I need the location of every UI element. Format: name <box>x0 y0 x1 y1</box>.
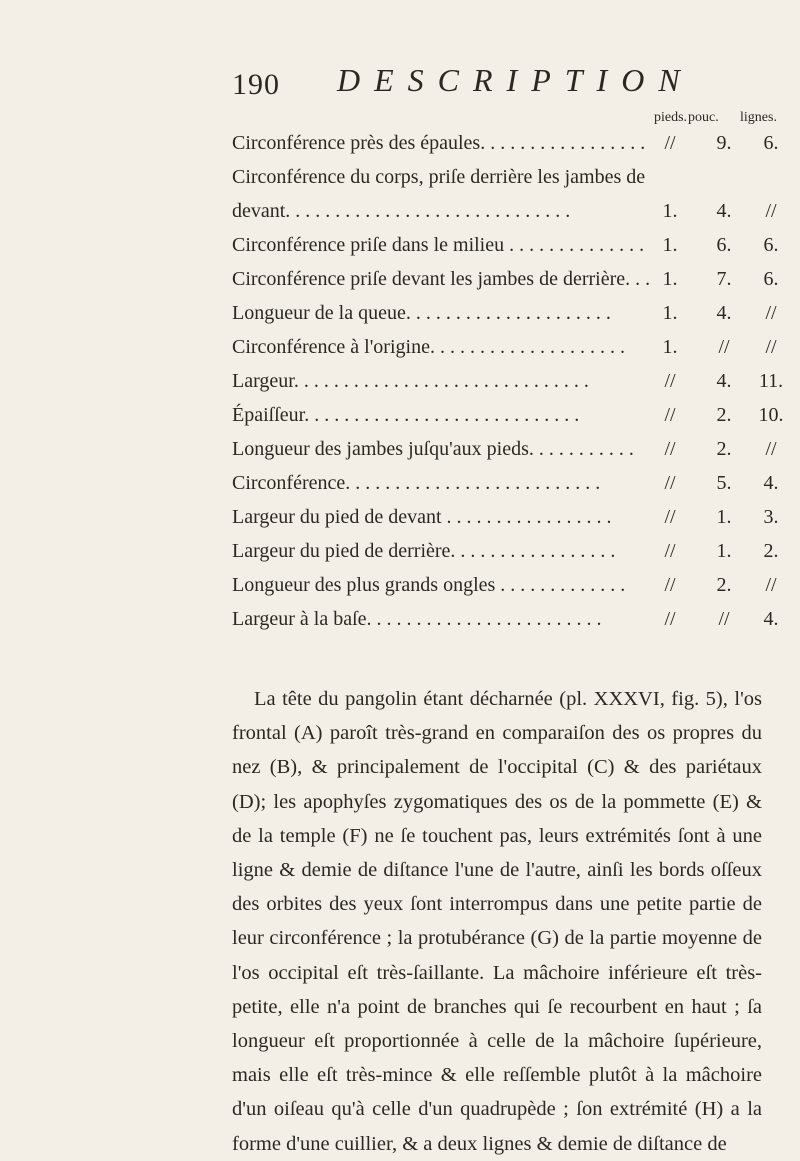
row-label: Longueur des jambes juſqu'aux pieds. . . . . . . . . . . <box>232 438 634 460</box>
value-pouces: 1. <box>716 540 732 562</box>
row-label: Longueur des plus grands ongles . . . . . . . . . . . . . <box>232 574 626 596</box>
value-pieds: // <box>664 370 676 392</box>
table-row <box>232 364 792 398</box>
value-pieds: 1. <box>662 200 678 222</box>
table-row <box>232 602 792 636</box>
row-label: Circonférence priſe dans le milieu . . . . . . . . . . . . . . <box>232 234 645 256</box>
value-lignes: 4. <box>763 472 779 494</box>
value-pieds: // <box>664 132 676 154</box>
value-pouces: 6. <box>716 234 732 256</box>
value-pieds: 1. <box>662 336 678 358</box>
value-lignes: 11. <box>758 370 784 392</box>
value-pouces: 7. <box>716 268 732 290</box>
value-pouces: 4. <box>716 302 732 324</box>
value-pouces: 2. <box>716 404 732 426</box>
table-row <box>232 534 792 568</box>
row-label: Circonférence priſe devant les jambes de derrière. . . <box>232 268 651 290</box>
value-pieds: 1. <box>662 302 678 324</box>
row-label: Circonférence près des épaules. . . . . . . . . . . . . . . . . <box>232 132 646 154</box>
value-pieds: // <box>664 540 676 562</box>
value-pieds: 1. <box>662 234 678 256</box>
page-number: 190 <box>232 68 280 101</box>
table-row <box>232 398 792 432</box>
value-pieds: // <box>664 438 676 460</box>
row-label: Circonférence. . . . . . . . . . . . . . . . . . . . . . . . . . <box>232 472 601 494</box>
measurement-table <box>232 126 792 636</box>
table-column-headers <box>654 110 800 126</box>
paragraph-text: La tête du pangolin étant décharnée (pl. XXXVI, fig. 5), l'os frontal (A) paroît très-grand en comparaiſon des os propres du nez (B), & principalement de l'occipital (C) & des pariétaux (D); les apophyſes zygomatiques des os de la pommette (E) & de la temple (F) ne ſe touchent pas, leurs extrémités ſont à une ligne & demie de diſtance l'une de l'autre, ainſi les bords oſſeux des orbites des yeux ſont interrompus dans une petite partie de leur circonférence ; la protubérance (G) de la partie moyenne de l'os occipital eſt très-ſaillante. La mâchoire inférieure eſt très-petite, elle n'a point de branches qui ſe recourbent en haut ; ſa longueur eſt proportionnée à celle de la mâchoire ſupérieure, mais elle eſt très-mince & elle reſſemble plutôt à la mâchoire d'un oiſeau qu'à celle d'un quadrupède ; ſon extrémité (H) a la forme d'une cuillier, & a deux lignes & demie de diſtance de <box>232 688 762 1155</box>
row-label: Largeur du pied de devant . . . . . . . . . . . . . . . . . <box>232 506 612 528</box>
value-pouces: 2. <box>716 438 732 460</box>
running-title: DESCRIPTION <box>337 62 694 98</box>
value-lignes: 6. <box>763 268 779 290</box>
value-lignes: 2. <box>763 540 779 562</box>
table-row <box>232 432 792 466</box>
value-lignes: // <box>765 438 777 460</box>
row-label: Longueur de la queue. . . . . . . . . . . . . . . . . . . . . <box>232 302 611 324</box>
table-row <box>232 160 792 228</box>
page-header <box>232 62 712 112</box>
table-row <box>232 262 792 296</box>
value-pouces: 2. <box>716 574 732 596</box>
table-row <box>232 228 792 262</box>
value-pouces: 9. <box>716 132 732 154</box>
value-lignes: // <box>765 336 777 358</box>
value-pieds: // <box>664 404 676 426</box>
table-row <box>232 296 792 330</box>
row-label: Largeur du pied de derrière. . . . . . . . . . . . . . . . . <box>232 540 616 562</box>
value-pieds: 1. <box>662 268 678 290</box>
value-pieds: // <box>664 506 676 528</box>
row-label: Circonférence à l'origine. . . . . . . . . . . . . . . . . . . . <box>232 336 625 358</box>
value-lignes: // <box>765 200 777 222</box>
table-row <box>232 126 792 160</box>
value-pieds: // <box>664 472 676 494</box>
table-row <box>232 568 792 602</box>
table-row <box>232 500 792 534</box>
row-label: Circonférence du corps, priſe derrière les jambes de devant. . . . . . . . . . . . . . . . . . . . . . . . . . . . . <box>232 166 646 222</box>
value-lignes: 4. <box>763 608 779 630</box>
value-pouces: 1. <box>716 506 732 528</box>
value-pouces: 4. <box>716 200 732 222</box>
row-label: Largeur à la baſe. . . . . . . . . . . . . . . . . . . . . . . . <box>232 608 602 630</box>
value-lignes: 3. <box>763 506 779 528</box>
value-lignes: 6. <box>763 132 779 154</box>
value-pouces: 5. <box>716 472 732 494</box>
value-lignes: // <box>765 302 777 324</box>
value-pouces: // <box>718 608 730 630</box>
value-pouces: // <box>718 336 730 358</box>
value-lignes: 10. <box>758 404 784 426</box>
value-lignes: 6. <box>763 234 779 256</box>
value-pieds: // <box>664 608 676 630</box>
table-row <box>232 330 792 364</box>
row-label: Épaiſſeur. . . . . . . . . . . . . . . . . . . . . . . . . . . . <box>232 404 580 426</box>
value-pouces: 4. <box>716 370 732 392</box>
column-header-pouces: pouc. <box>688 110 719 125</box>
body-paragraph <box>232 682 762 1161</box>
table-row <box>232 466 792 500</box>
column-header-lignes: lignes. <box>740 110 777 125</box>
value-lignes: // <box>765 574 777 596</box>
column-header-pieds: pieds. <box>654 110 688 125</box>
value-pieds: // <box>664 574 676 596</box>
row-label: Largeur. . . . . . . . . . . . . . . . . . . . . . . . . . . . . . <box>232 370 589 392</box>
